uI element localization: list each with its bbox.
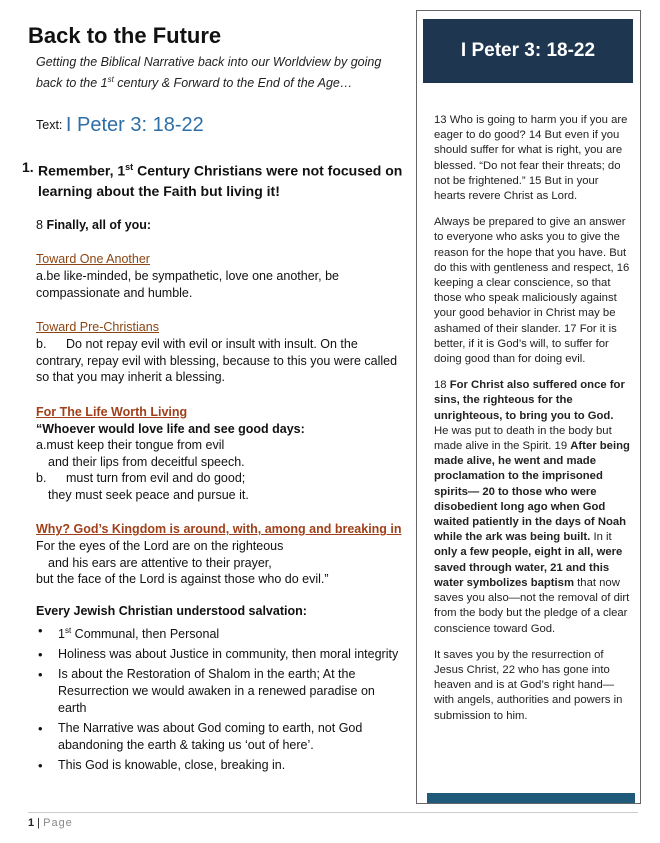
subtitle-line1: Getting the Biblical Narrative back into our Worldview by going (36, 55, 382, 69)
life-quote: “Whoever would love life and see good days: (36, 421, 305, 436)
scripture-text (434, 113, 630, 735)
p3-s3: In it (590, 531, 612, 544)
p3-s4: that now saves you also—not the removal of dirt from the body but the pledge of a clear conscience toward God. (434, 576, 630, 635)
scripture-p1: 13 Who is going to harm you if you are eager to do good? 14 But even if you should suffer for what is right, you are blessed. “Do not fear their threats; do not be frightened.” 15 But in your hearts revere Christ as Lord. (434, 114, 628, 203)
list-item: • The Narrative was about God coming to earth, not God abandoning the earth & taking us ‘out of here’. (36, 720, 404, 754)
p3-s2: He was put to death in the body but made alive in the Spirit. 19 (434, 424, 612, 453)
label-b: b. (36, 337, 47, 352)
subtitle-line2-pre: back to the 1 (36, 76, 108, 91)
subtitle (36, 54, 404, 92)
verse-8 (36, 217, 404, 234)
heading-life-worth: For The Life Worth Living (36, 404, 188, 419)
heading-pre-christians: Toward Pre-Christians (36, 320, 159, 335)
text-label: Text: (36, 118, 63, 133)
life-b1 (36, 470, 404, 487)
b1-pre: 1 (58, 626, 65, 641)
page-footer (28, 817, 73, 829)
subtitle-line2-post: century & Forward to the End of the Age… (113, 76, 353, 91)
p3-s1: 18 (434, 379, 450, 392)
verse-8-num: 8 (36, 217, 47, 232)
scripture-sidebar (416, 10, 641, 804)
page-title: Back to the Future (28, 23, 222, 48)
scripture-p3 (434, 378, 630, 636)
sidebar-bottom-bar (427, 793, 635, 803)
list-item: • This God is knowable, close, breaking in. (36, 757, 404, 774)
footer-label: Page (43, 817, 73, 829)
heading-one-another: Toward One Another (36, 252, 150, 267)
kingdom-l2: and his ears are attentive to their prayer, (48, 555, 272, 570)
life-a1: a.must keep their tongue from evil (36, 438, 225, 453)
p3-b2: After being made alive, he went and made proclamation to the imprisoned spirits— 20 to those who were disobedient long ago when God waited patiently in the days of Noah while the ark was being built. (434, 440, 630, 544)
subtitle-sup: st (107, 75, 114, 84)
verse-8-text: Finally, all of you: (46, 217, 152, 232)
point-pre: Remember, 1 (38, 162, 126, 179)
sidebar-banner: I Peter 3: 18-22 (423, 19, 633, 83)
kingdom-l3: but the face of the Lord is against those who do evil.” (36, 572, 329, 587)
point-text (38, 157, 404, 201)
salvation-list (36, 622, 404, 774)
list-item: • Is about the Restoration of Shalom in the earth; At the Resurrection we would awaken in a renewed paradise on earth (36, 666, 404, 717)
point-sup: st (125, 162, 134, 173)
point-number: 1. (22, 159, 34, 176)
one-another-body: a.be like-minded, be sympathetic, love one another, be compassionate and humble. (36, 269, 339, 300)
text-reference (36, 114, 404, 137)
scripture-p4: It saves you by the resurrection of Jesus Christ, 22 who has gone into heaven and is at God’s right hand—with angels, authorities and powers in submission to him. (434, 648, 623, 722)
life-b-label: b. (36, 471, 47, 486)
p3-b3: only a few people, eight in all, were saved through water, 21 and this water symbolizes baptism (434, 546, 623, 589)
page-number: 1 (28, 817, 35, 829)
salvation-heading: Every Jewish Christian understood salvation: (36, 603, 307, 618)
kingdom-l1: For the eyes of the Lord are on the righteous (36, 539, 284, 554)
pre-christians-body (36, 336, 404, 386)
point-1 (22, 157, 404, 201)
main-column (22, 22, 404, 777)
point-post: Century Christians were not focused on learning about the Faith but living it! (38, 162, 403, 199)
list-item: • Holiness was about Justice in community, then moral integrity (36, 646, 404, 663)
life-b1-text: must turn from evil and do good; (66, 471, 246, 486)
p3-b1: For Christ also suffered once for sins, the righteous for the unrighteous, to bring you to God. (434, 379, 625, 422)
life-a2: and their lips from deceitful speech. (48, 454, 245, 469)
footer-divider (28, 812, 638, 813)
heading-kingdom: Why? God’s Kingdom is around, with, among and breaking in (36, 522, 402, 537)
b1-post: Communal, then Personal (71, 626, 220, 641)
life-b2: they must seek peace and pursue it. (48, 487, 249, 502)
pre-christians-text: Do not repay evil with evil or insult with insult. On the contrary, repay evil with blessing, because to this you were called so that you may inherit a blessing. (36, 337, 398, 385)
scripture-p2: Always be prepared to give an answer to everyone who asks you to give the reason for the hope that you have. But do this with gentleness and respect, 16 keeping a clear conscience, so that those who speak maliciously against your good behavior in Christ may be ashamed of their slander. 17 For it is better, if it is God’s will, to suffer for doing good than for doing evil. (434, 216, 630, 366)
list-item (36, 622, 404, 643)
b1-sup: st (64, 625, 72, 635)
text-ref: I Peter 3: 18-22 (65, 114, 204, 137)
footer-separator: | (34, 817, 44, 829)
